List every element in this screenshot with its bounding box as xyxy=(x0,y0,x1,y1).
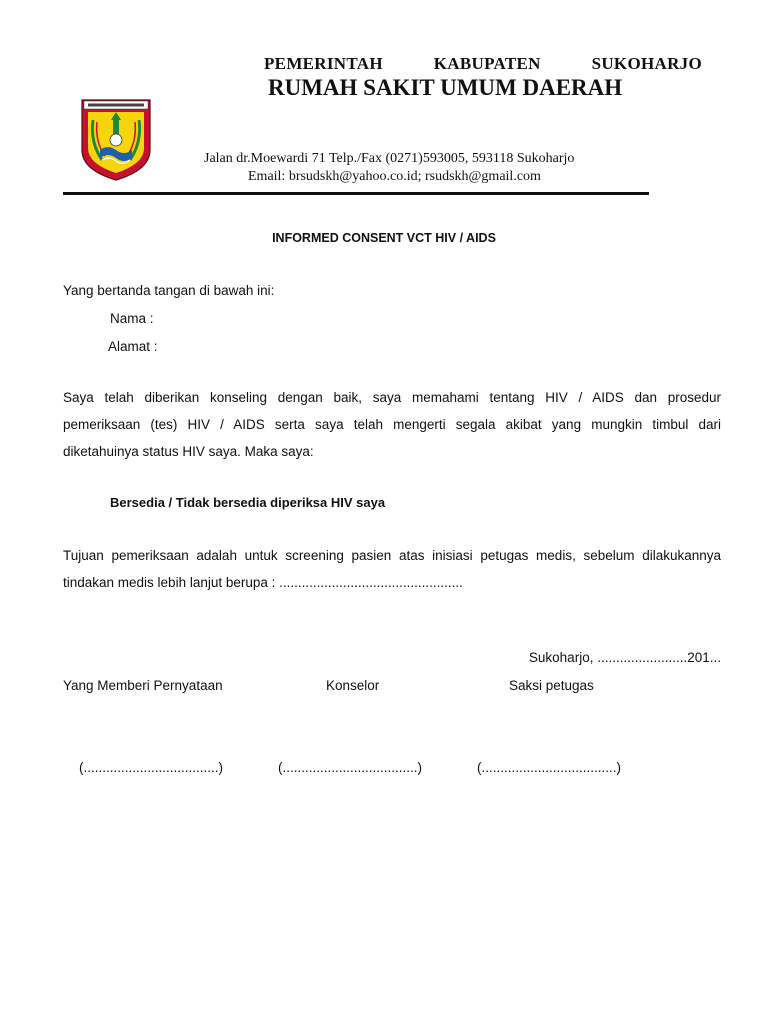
regency-emblem-logo xyxy=(80,98,152,182)
statement-line-2: pemeriksaan (tes) HIV / AIDS serta saya telah mengerti segala akibat yang mungkin timbul dari xyxy=(63,417,721,432)
hospital-email: Email: brsudskh@yahoo.co.id; rsudskh@gmail.com xyxy=(248,169,541,184)
signatory-counselor: Konselor xyxy=(326,678,380,693)
purpose-line-2: tindakan medis lebih lanjut berupa : ................................................. xyxy=(63,575,463,590)
purpose-paragraph xyxy=(63,542,721,596)
letterhead-divider xyxy=(63,192,649,195)
purpose-line-1: Tujuan pemeriksaan adalah untuk screening pasien atas inisiasi petugas medis, sebelum dilakukannya xyxy=(63,548,721,563)
document-title: INFORMED CONSENT VCT HIV / AIDS xyxy=(272,231,496,245)
statement-paragraph xyxy=(63,384,721,465)
nama-label: Nama : xyxy=(110,311,154,326)
signatory-declarant: Yang Memberi Pernyataan xyxy=(63,678,223,693)
government-title xyxy=(264,54,702,74)
signature-blank-declarant: (....................................) xyxy=(79,760,224,775)
signature-blank-counselor: (....................................) xyxy=(278,760,423,775)
consent-choice: Bersedia / Tidak bersedia diperiksa HIV saya xyxy=(110,495,386,510)
hospital-address: Jalan dr.Moewardi 71 Telp./Fax (0271)593005, 593118 Sukoharjo xyxy=(204,151,575,166)
hospital-name: RUMAH SAKIT UMUM DAERAH xyxy=(268,75,623,100)
statement-line-3: diketahuinya status HIV saya. Maka saya: xyxy=(63,444,314,459)
signature-blank-witness: (....................................) xyxy=(477,760,622,775)
alamat-label: Alamat : xyxy=(108,339,158,354)
gov-word-3: SUKOHARJO xyxy=(591,54,702,73)
intro-text: Yang bertanda tangan di bawah ini: xyxy=(63,283,275,298)
statement-line-1: Saya telah diberikan konseling dengan baik, saya memahami tentang HIV / AIDS dan prosedur xyxy=(63,390,721,405)
signatory-witness: Saksi petugas xyxy=(509,678,594,693)
gov-word-2: KABUPATEN xyxy=(433,54,541,73)
place-date: Sukoharjo, ........................201... xyxy=(528,650,721,665)
gov-word-1: PEMERINTAH xyxy=(264,54,383,73)
